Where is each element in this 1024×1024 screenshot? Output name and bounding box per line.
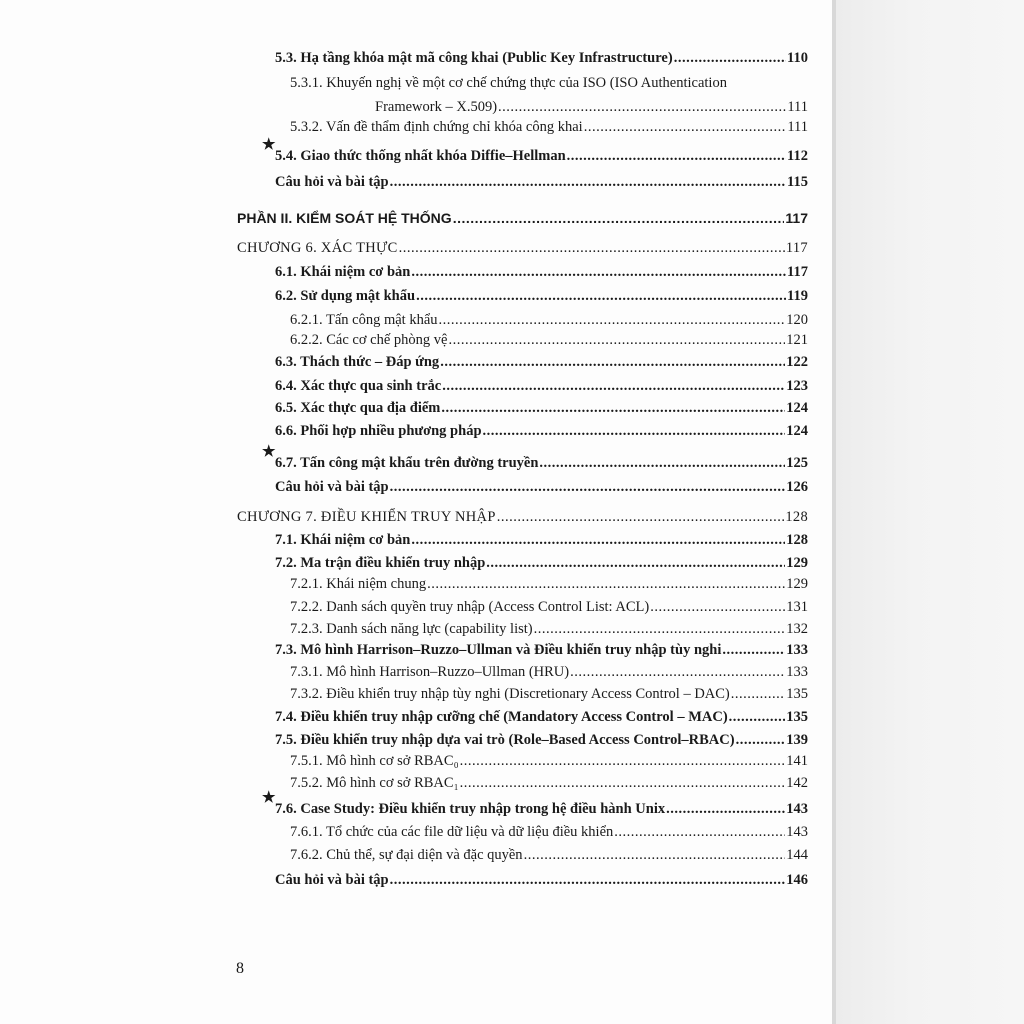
dot-leader xyxy=(439,311,786,329)
toc-entry-page: 141 xyxy=(786,753,808,769)
dot-leader xyxy=(731,685,785,703)
toc-entry-title: 7.3.1. Mô hình Harrison–Ruzzo–Ullman (HRU) xyxy=(290,664,570,680)
toc-entry xyxy=(290,118,808,136)
dot-leader xyxy=(570,663,785,681)
toc-entry-page: 123 xyxy=(786,378,808,394)
toc-entry-page: 143 xyxy=(786,824,808,840)
dot-leader xyxy=(584,118,787,136)
dot-leader xyxy=(666,800,785,818)
toc-entry-page: 124 xyxy=(786,423,808,439)
dot-leader xyxy=(483,422,786,440)
toc-entry xyxy=(275,399,808,417)
toc-entry xyxy=(290,74,727,92)
toc-entry xyxy=(275,708,808,726)
toc-entry-page: 132 xyxy=(786,621,808,637)
toc-entry-page: 121 xyxy=(786,332,808,348)
toc-entry-title: 5.3.1. Khuyến nghị về một cơ chế chứng thực của ISO (ISO Authentication xyxy=(290,75,727,91)
toc-entry-page: 133 xyxy=(786,664,808,680)
star-icon: ★ xyxy=(262,444,276,460)
toc-entry-page: 131 xyxy=(786,599,808,615)
toc-entry-page: 117 xyxy=(787,264,808,280)
dot-leader xyxy=(729,708,786,726)
toc-entry-title: Câu hỏi và bài tập xyxy=(275,479,389,495)
toc-entry-title: 5.3. Hạ tầng khóa mật mã công khai (Public Key Infrastructure) xyxy=(275,50,673,66)
dot-leader xyxy=(453,209,785,227)
toc-entry-title: 7.3. Mô hình Harrison–Ruzzo–Ullman và Điều khiển truy nhập tùy nghi xyxy=(275,642,722,658)
star-icon: ★ xyxy=(262,137,276,153)
dot-leader xyxy=(498,98,786,116)
dot-leader xyxy=(416,287,786,305)
toc-entry xyxy=(290,774,808,792)
facing-page-edge xyxy=(836,0,1024,1024)
toc-entry-title: 7.2. Ma trận điều khiển truy nhập xyxy=(275,555,486,571)
toc-entry-title: 6.4. Xác thực qua sinh trắc xyxy=(275,378,442,394)
dot-leader xyxy=(534,620,786,638)
toc-entry-title: 7.5.1. Mô hình cơ sở RBAC₀ xyxy=(290,753,459,769)
toc-entry xyxy=(275,871,808,889)
dot-leader xyxy=(440,353,785,371)
toc-entry xyxy=(237,239,808,257)
toc-entry-title: 7.4. Điều khiển truy nhập cưỡng chế (Mandatory Access Control – MAC) xyxy=(275,709,728,725)
toc-entry-page: 135 xyxy=(786,709,808,725)
toc-entry-page: 124 xyxy=(786,400,808,416)
toc-entry-page: 112 xyxy=(787,148,808,164)
toc-entry-title: 6.2.1. Tấn công mật khẩu xyxy=(290,312,438,328)
toc-entry-title: Câu hỏi và bài tập xyxy=(275,872,389,888)
toc-entry xyxy=(290,311,808,329)
toc-entry-page: 126 xyxy=(786,479,808,495)
toc-entry-title: 7.3.2. Điều khiển truy nhập tùy nghi (Discretionary Access Control – DAC) xyxy=(290,686,730,702)
toc-entry-page: 115 xyxy=(787,174,808,190)
toc-entry-title: 7.2.1. Khái niệm chung xyxy=(290,576,427,592)
toc-entry-title: 7.5. Điều khiển truy nhập dựa vai trò (Role–Based Access Control–RBAC) xyxy=(275,732,735,748)
toc-entry xyxy=(275,531,808,549)
toc-entry-title: 7.6. Case Study: Điều khiển truy nhập trong hệ điều hành Unix xyxy=(275,801,666,817)
toc-entry-title: 6.1. Khái niệm cơ bản xyxy=(275,264,411,280)
dot-leader xyxy=(411,263,786,281)
toc-entry xyxy=(237,209,808,227)
toc-entry-page: 129 xyxy=(786,555,808,571)
toc-entry xyxy=(290,685,808,703)
toc-entry xyxy=(275,422,808,440)
toc-entry-page: 128 xyxy=(786,532,808,548)
dot-leader xyxy=(497,508,785,526)
toc-entry xyxy=(290,752,808,770)
toc-entry xyxy=(275,554,808,572)
toc-entry xyxy=(275,287,808,305)
page-number: 8 xyxy=(236,960,244,977)
toc-entry-title: CHƯƠNG 7. ĐIỀU KHIỂN TRUY NHẬP xyxy=(237,509,496,525)
toc-entry-title: CHƯƠNG 6. XÁC THỰC xyxy=(237,240,398,256)
dot-leader xyxy=(441,399,785,417)
toc-entry-page: 111 xyxy=(787,119,808,135)
dot-leader xyxy=(399,239,785,257)
toc-entry-title: 6.2. Sử dụng mật khẩu xyxy=(275,288,416,304)
dot-leader xyxy=(524,846,786,864)
toc-entry xyxy=(275,49,808,67)
toc-entry-title: 7.2.2. Danh sách quyền truy nhập (Access Control List: ACL) xyxy=(290,599,650,615)
toc-entry xyxy=(275,641,808,659)
toc-entry xyxy=(290,620,808,638)
toc-entry-page: 143 xyxy=(786,801,808,817)
toc-entry-page: 142 xyxy=(786,775,808,791)
toc-entry-title: 7.6.2. Chủ thể, sự đại diện và đặc quyền xyxy=(290,847,523,863)
toc-entry xyxy=(290,823,808,841)
toc-entry-page: 117 xyxy=(785,210,808,226)
toc-entry-page: 119 xyxy=(787,288,808,304)
toc-entry-title: Câu hỏi và bài tập xyxy=(275,174,389,190)
toc-entry xyxy=(290,663,808,681)
toc-entry-page: 133 xyxy=(786,642,808,658)
dot-leader xyxy=(539,454,785,472)
toc-entry-page: 128 xyxy=(785,509,808,525)
toc-entry xyxy=(237,508,808,526)
dot-leader xyxy=(614,823,785,841)
dot-leader xyxy=(442,377,785,395)
toc-entry-title: 6.2.2. Các cơ chế phòng vệ xyxy=(290,332,448,348)
toc-entry-page: 129 xyxy=(786,576,808,592)
toc-entry-title: 6.5. Xác thực qua địa điểm xyxy=(275,400,441,416)
toc-entry-title: 5.4. Giao thức thống nhất khóa Diffie–Hellman xyxy=(275,148,566,164)
toc-entry-page: 122 xyxy=(786,354,808,370)
dot-leader xyxy=(486,554,785,572)
toc-entry-title: PHẦN II. KIỂM SOÁT HỆ THỐNG xyxy=(237,210,452,226)
dot-leader xyxy=(736,731,786,749)
dot-leader xyxy=(650,598,785,616)
toc-entry xyxy=(275,263,808,281)
dot-leader xyxy=(390,173,786,191)
toc-entry xyxy=(275,173,808,191)
toc-entry xyxy=(262,790,808,818)
toc-entry-page: 144 xyxy=(786,847,808,863)
toc-entry-page: 125 xyxy=(786,455,808,471)
toc-entry xyxy=(290,846,808,864)
dot-leader xyxy=(460,752,786,770)
toc-entry-page: 135 xyxy=(786,686,808,702)
toc-entry xyxy=(275,377,808,395)
dot-leader xyxy=(427,575,785,593)
toc-entry xyxy=(290,575,808,593)
toc-entry-title: 6.6. Phối hợp nhiều phương pháp xyxy=(275,423,482,439)
dot-leader xyxy=(390,871,786,889)
dot-leader xyxy=(411,531,785,549)
toc-entry-page: 139 xyxy=(786,732,808,748)
toc-entry-title: 6.7. Tấn công mật khẩu trên đường truyền xyxy=(275,455,539,471)
star-icon: ★ xyxy=(262,790,276,806)
toc-entry-title: 5.3.2. Vấn đề thẩm định chứng chỉ khóa công khai xyxy=(290,119,583,135)
toc-entry-page: 110 xyxy=(787,50,808,66)
toc-entry-title: 7.5.2. Mô hình cơ sở RBAC₁ xyxy=(290,775,459,791)
toc-entry xyxy=(262,444,808,472)
dot-leader xyxy=(460,774,786,792)
toc-entry-continuation xyxy=(375,98,808,116)
toc-entry-page: 117 xyxy=(785,240,808,256)
toc-entry-title: 6.3. Thách thức – Đáp ứng xyxy=(275,354,440,370)
toc-entry-page: 111 xyxy=(787,99,808,115)
toc-entry-page: 146 xyxy=(786,872,808,888)
toc-entry xyxy=(275,731,808,749)
toc-entry xyxy=(290,331,808,349)
toc-entry-page: 120 xyxy=(786,312,808,328)
dot-leader xyxy=(722,641,785,659)
dot-leader xyxy=(674,49,786,67)
toc-entry xyxy=(290,598,808,616)
toc-entry xyxy=(275,353,808,371)
dot-leader xyxy=(567,147,786,165)
dot-leader xyxy=(390,478,786,496)
toc-entry-title: 7.2.3. Danh sách năng lực (capability list) xyxy=(290,621,533,637)
toc-entry-title: 7.6.1. Tổ chức của các file dữ liệu và dữ liệu điều khiển xyxy=(290,824,614,840)
toc-entry xyxy=(275,478,808,496)
toc-entry-title-cont: Framework – X.509) xyxy=(375,99,498,115)
toc-entry-title: 7.1. Khái niệm cơ bản xyxy=(275,532,411,548)
toc-entry xyxy=(262,137,808,165)
dot-leader xyxy=(448,331,785,349)
